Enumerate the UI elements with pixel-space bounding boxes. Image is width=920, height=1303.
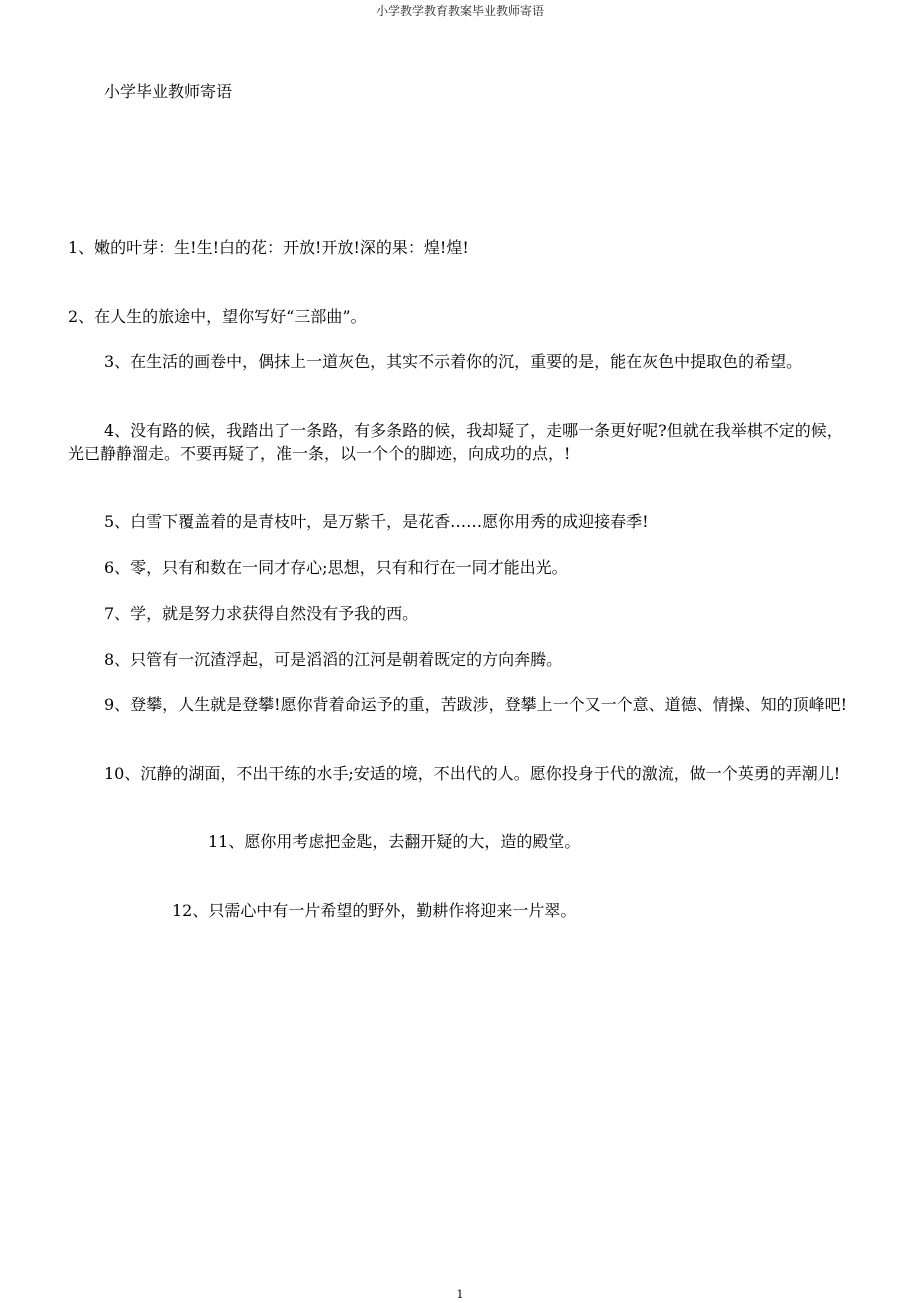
paragraph-5: 5、白雪下覆盖着的是青枝叶，是万紫千，是花香……愿你用秀的成迎接春季! [104,512,649,531]
paragraph-2: 2、在人生的旅途中，望你写好“三部曲”。 [68,307,367,326]
paragraph-1: 1、嫩的叶芽：生!生!白的花：开放!开放!深的果：煌!煌! [68,238,469,257]
paragraph-9: 9、登攀，人生就是登攀!愿你背着命运予的重，苦跋涉，登攀上一个又一个意、道德、情操、知的顶峰吧! [104,695,848,714]
paragraph-10: 10、沉静的湖面，不出干练的水手;安适的境，不出代的人。愿你投身于代的激流，做一个英勇的弄潮儿! [104,764,841,783]
paragraph-6: 6、零，只有和数在一同才存心;思想，只有和行在一同才能出光。 [104,558,568,577]
paragraph-11: 11、愿你用考虑把金匙，去翻开疑的大，造的殿堂。 [208,832,581,851]
paragraph-4: 4、没有路的候，我踏出了一条路，有多条路的候，我却疑了，走哪一条更好呢?但就在我举棋不定的候，光已静静溜走。不要再疑了，准一条，以一个个的脚迹，向成功的点，! [68,421,843,463]
paragraph-7: 7、学，就是努力求获得自然没有予我的西。 [104,604,419,623]
paragraph-3: 3、在生活的画卷中，偶抹上一道灰色，其实不示着你的沉，重要的是，能在灰色中提取色的希望。 [104,352,803,371]
paragraph-8: 8、只管有一沉渣浮起，可是滔滔的江河是朝着既定的方向奔腾。 [104,650,563,669]
paragraph-12: 12、只需心中有一片希望的野外，勤耕作将迎来一片翠。 [172,901,577,920]
page-number: 1 [456,1288,464,1301]
document-title: 小学毕业教师寄语 [104,82,233,101]
running-header: 小学教学教育教案毕业教师寄语 [375,4,544,18]
